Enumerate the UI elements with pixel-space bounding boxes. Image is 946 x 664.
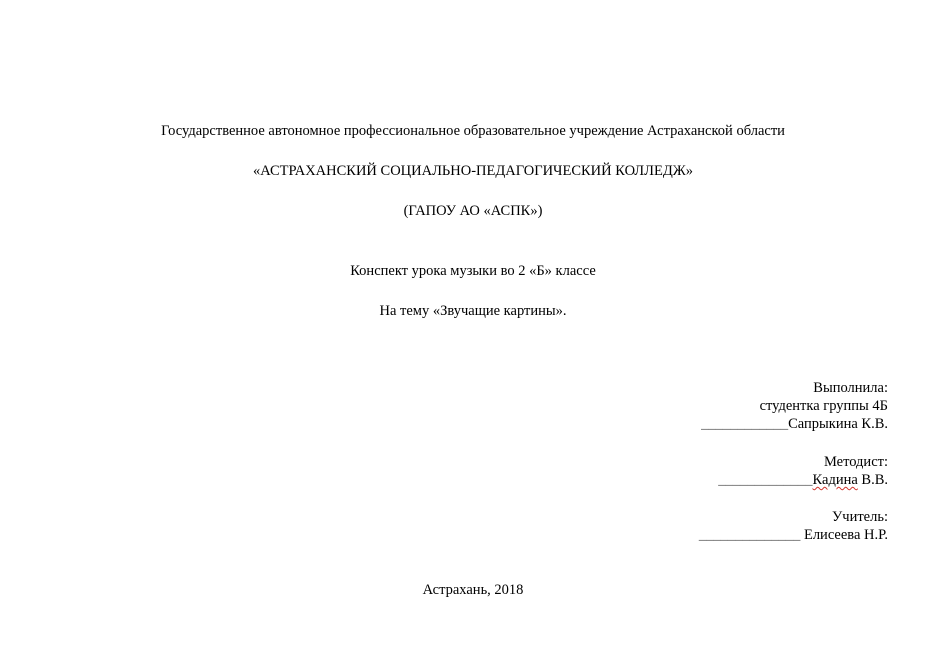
performer-name: Сапрыкина К.В. [788,416,888,432]
methodist-name-initials: В.В. [857,472,888,488]
teacher-name: Елисеева Н.Р. [800,527,888,543]
methodist-label: Методист: [823,454,888,470]
teacher-label: Учитель: [832,509,888,525]
teacher-block [699,508,888,544]
performer-role: студентка группы 4Б [759,398,888,414]
institution-line: Государственное автономное профессиональное образовательное учреждение Астраханской области [161,123,785,139]
teacher-signature [699,526,888,544]
performer-signature [701,415,888,433]
teacher-signature-blank: ______________ [698,527,801,543]
methodist-name-word: Кадина [812,472,858,488]
performer-signature-blank: ____________ [701,416,789,432]
lesson-title: Конспект урока музыки во 2 «Б» классе [350,263,596,279]
methodist-signature-blank: _____________ [718,472,813,488]
city-year: Астрахань, 2018 [422,582,524,598]
methodist-block [718,453,888,489]
college-abbreviation: (ГАПОУ АО «АСПК») [403,203,543,219]
college-name: «АСТРАХАНСКИЙ СОЦИАЛЬНО-ПЕДАГОГИЧЕСКИЙ КОЛЛЕДЖ» [253,163,693,179]
lesson-topic: На тему «Звучащие картины». [379,303,567,319]
methodist-signature [718,471,888,489]
performer-block [701,379,888,433]
performer-label: Выполнила: [813,380,888,396]
